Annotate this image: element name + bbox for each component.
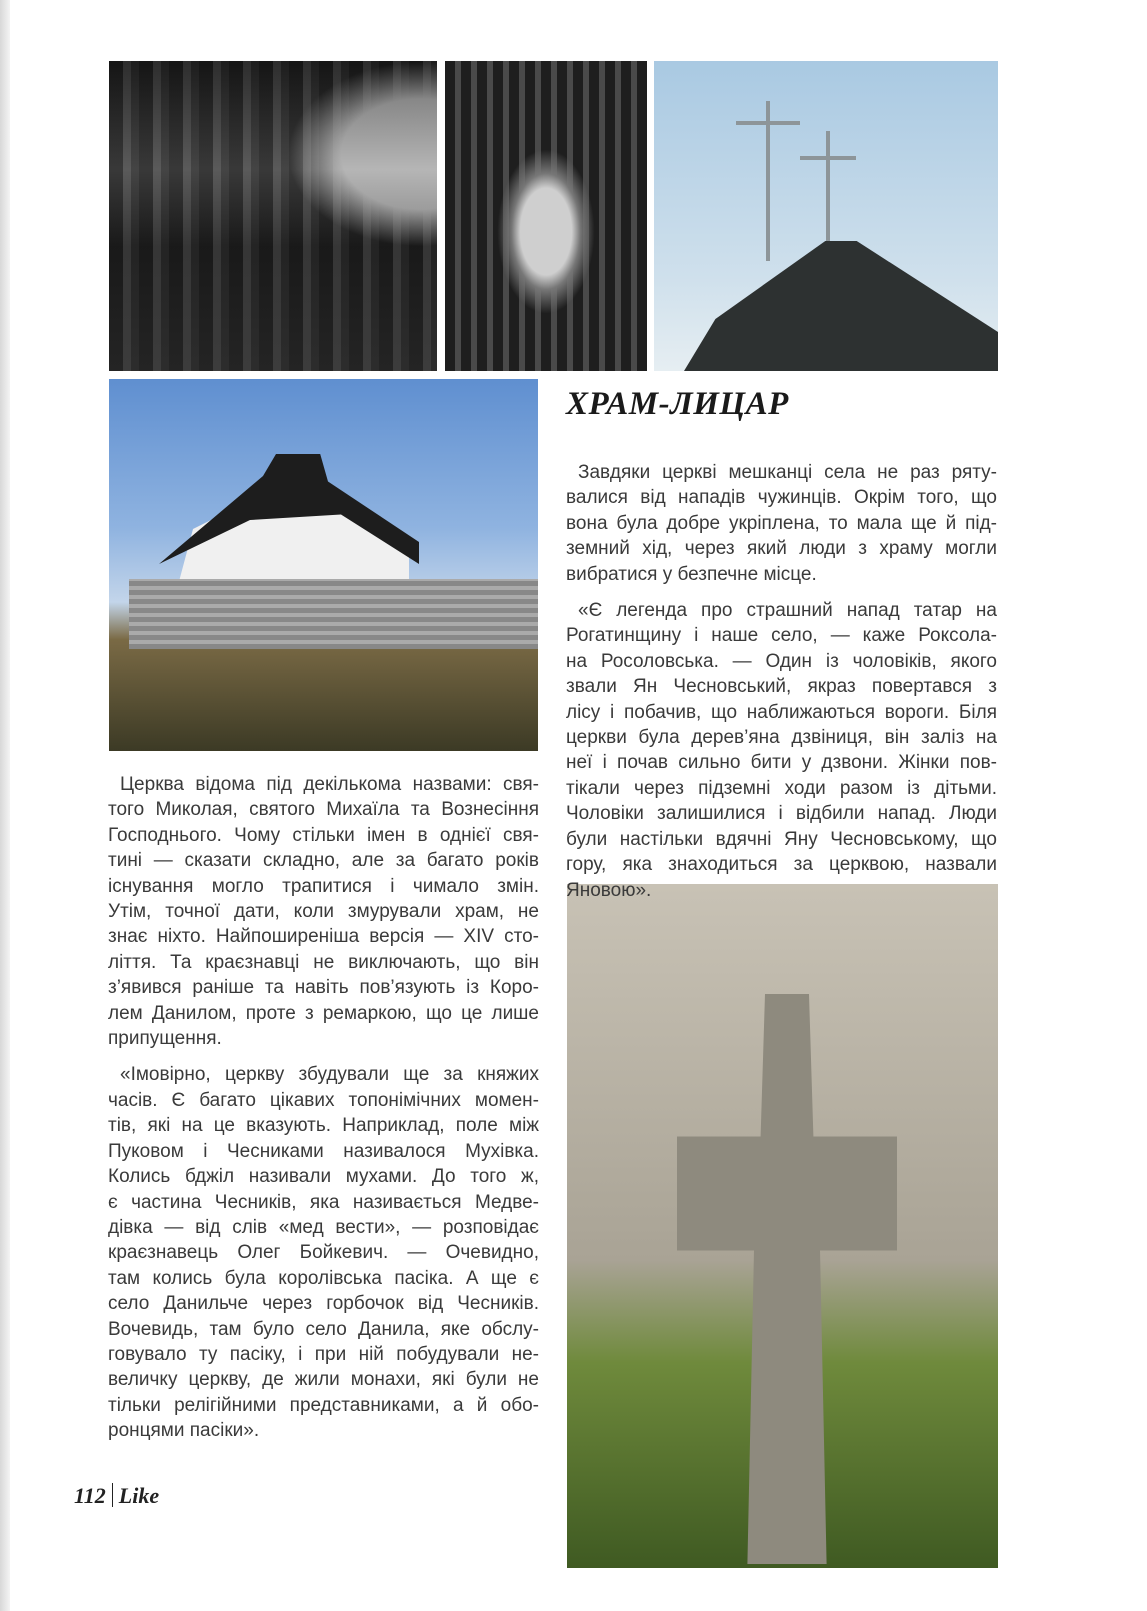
text-line: валися від нападів чужинців. Окрім того, що: [566, 487, 997, 509]
text-line: Утім, точної дати, коли змурували храм, не: [108, 901, 539, 923]
text-line: тікали через підземні ходи разом із дітьми.: [566, 777, 997, 799]
section-title: ХРАМ-ЛИЦАР: [566, 386, 789, 422]
right-column: [566, 460, 997, 914]
text-line: ліття. Та краєзнавці не виключають, що він: [108, 951, 539, 973]
page-edge: [0, 0, 10, 1611]
photo-icon-detail: [445, 61, 647, 371]
text-line: існування могло трапитися і чимало змін.: [108, 875, 539, 897]
text-line: Чоловіки залишилися і відбили напад. Люди: [566, 803, 997, 825]
text-line: були настільки вдячні Яну Чесновському, що: [566, 828, 997, 850]
text-line: Господнього. Чому стільки імен в однієї свя-: [108, 824, 539, 846]
text-line: Завдяки церкві мешканці села не раз ряту-: [578, 462, 997, 483]
text-line: Колись бджіл називали мухами. До того ж,: [108, 1166, 539, 1188]
cross-icon: [766, 101, 770, 261]
text-line: величку церкву, де жили монахи, які були не: [108, 1369, 539, 1391]
stone-cross: [677, 994, 897, 1564]
text-line: тині — сказати складно, але за багато років: [108, 850, 539, 872]
text-line: тільки релігійними представниками, а й обо-: [108, 1394, 539, 1416]
text-line: Яновою».: [566, 879, 652, 901]
text-line: церкви була дерев’яна дзвіниця, він заліз на: [566, 727, 997, 749]
text-line: звали Ян Чесновський, якраз повертався з: [566, 676, 997, 698]
text-line: вибратися у безпечне місце.: [566, 563, 817, 585]
roof: [684, 241, 998, 371]
photo-roof-crosses: [654, 61, 998, 371]
text-line: там колись була королівська пасіка. А ще є: [108, 1267, 539, 1289]
text-line: того Миколая, святого Михаїла та Вознесіння: [108, 799, 539, 821]
text-line: вона була добре укріплена, то мала ще й під-: [566, 512, 997, 534]
page-footer: [74, 1483, 159, 1509]
cross-bar: [736, 121, 800, 125]
text-line: знає ніхто. Найпоширеніша версія — XIV сто-: [108, 926, 539, 948]
paragraph: [108, 772, 539, 1051]
paragraph: [566, 460, 997, 587]
text-line: гору, яка знаходиться за церквою, назвали: [566, 854, 997, 876]
text-line: «Є легенда про страшний напад татар на: [578, 600, 997, 622]
text-line: є частина Чесників, яка називається Медве-: [108, 1191, 539, 1213]
text-line: лісу і побачив, що наближаються вороги. Біля: [566, 701, 997, 723]
paragraph: [108, 1062, 539, 1443]
text-line: говувало ту пасіку, і при ній побудували не-: [108, 1343, 539, 1365]
text-line: Церква відома під декількома назвами: свя-: [120, 774, 539, 795]
text-line: тів, які на це вказують. Наприклад, поле між: [108, 1115, 539, 1137]
text-line: краєзнавець Олег Бойкевич. — Очевидно,: [108, 1242, 539, 1264]
text-line: дівка — від слів «мед вести», — розповідає: [108, 1216, 539, 1238]
left-column: [108, 772, 539, 1455]
text-line: «Імовірно, церкву збудували ще за княжих: [120, 1064, 539, 1086]
text-line: земний хід, через який люди з храму могли: [566, 538, 997, 560]
text-line: Пуковом і Чесниками називалося Мухівка.: [108, 1140, 539, 1162]
stone-wall: [129, 579, 538, 649]
magazine-name: Like: [118, 1483, 160, 1508]
photo-stone-cross: [567, 884, 998, 1568]
cross-bar: [800, 156, 856, 160]
text-line: лем Данилом, проте з ремаркою, що це лише: [108, 1002, 539, 1024]
text-line: з’явився раніше та навіть пов’язують із Коро-: [108, 977, 539, 999]
footer-divider: [112, 1483, 113, 1507]
text-line: Вочевидь, там було село Данила, яке обслу-: [108, 1318, 539, 1340]
text-line: ронцями пасіки».: [108, 1420, 260, 1442]
text-line: Рогатинщину і наше село, — каже Роксола-: [566, 625, 997, 647]
paragraph: [566, 598, 997, 903]
text-line: неї і почав сильно бити у дзвони. Жінки пов-: [566, 752, 997, 774]
text-line: село Данильче через горбочок від Чесників.: [108, 1293, 539, 1315]
photo-church: [109, 379, 538, 751]
text-line: припущення.: [108, 1028, 222, 1050]
photo-iconostasis: [109, 61, 437, 371]
text-line: часів. Є багато цікавих топонімічних момен-: [108, 1089, 539, 1111]
text-line: на Росоловська. — Один із чоловіків, якого: [566, 650, 997, 672]
page-number: 112: [74, 1483, 106, 1508]
